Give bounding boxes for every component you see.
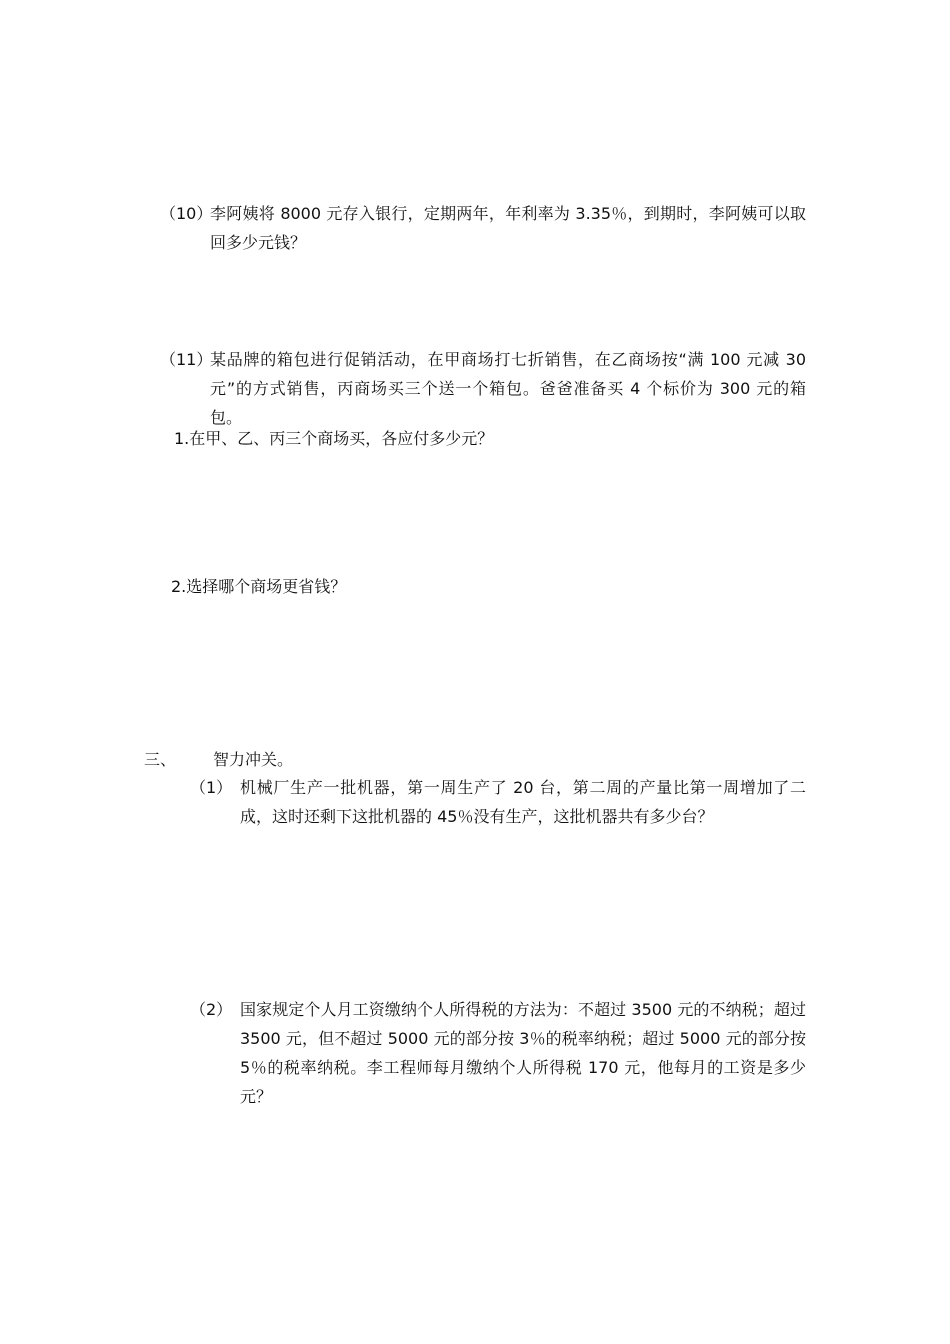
problem-11-text: 某品牌的箱包进行促销活动，在甲商场打七折销售，在乙商场按“满 100 元减 30 元”的方式销售，丙商场买三个送一个箱包。爸爸准备买 4 个标价为 300 元的箱包。 [210, 350, 806, 427]
problem-10-text: 李阿姨将 8000 元存入银行，定期两年，年利率为 3.35％，到期时，李阿姨可以取回多少元钱？ [210, 204, 806, 252]
section-3-item-2 [190, 995, 810, 1115]
problem-10-number: （10） [160, 204, 213, 223]
section-3-item-2-number: （2） [190, 1000, 233, 1019]
problem-11-number: （11） [160, 350, 213, 369]
section-3-item-1 [190, 773, 810, 863]
problem-11-subquestion-1: 1.在甲、乙、丙三个商场买，各应付多少元？ [174, 429, 494, 448]
problem-11 [160, 345, 810, 435]
problem-11-subquestion-2: 2.选择哪个商场更省钱？ [171, 577, 347, 596]
section-3-item-1-number: （1） [190, 778, 233, 797]
section-3-item-2-text: 国家规定个人月工资缴纳个人所得税的方法为：不超过 3500 元的不纳税；超过 3500 元，但不超过 5000 元的部分按 3％的税率纳税；超过 5000 元的部分按 5％的税率纳税。李工程师每月缴纳个人所得税 170 元，他每月的工资是多少元？ [240, 1000, 806, 1106]
section-3-title: 智力冲关。 [213, 750, 294, 769]
problem-10 [160, 199, 810, 259]
section-3-number: 三、 [144, 750, 177, 769]
section-3-item-1-text: 机械厂生产一批机器，第一周生产了 20 台，第二周的产量比第一周增加了二成，这时还剩下这批机器的 45％没有生产，这批机器共有多少台？ [240, 778, 806, 826]
section-3-heading [144, 745, 294, 774]
